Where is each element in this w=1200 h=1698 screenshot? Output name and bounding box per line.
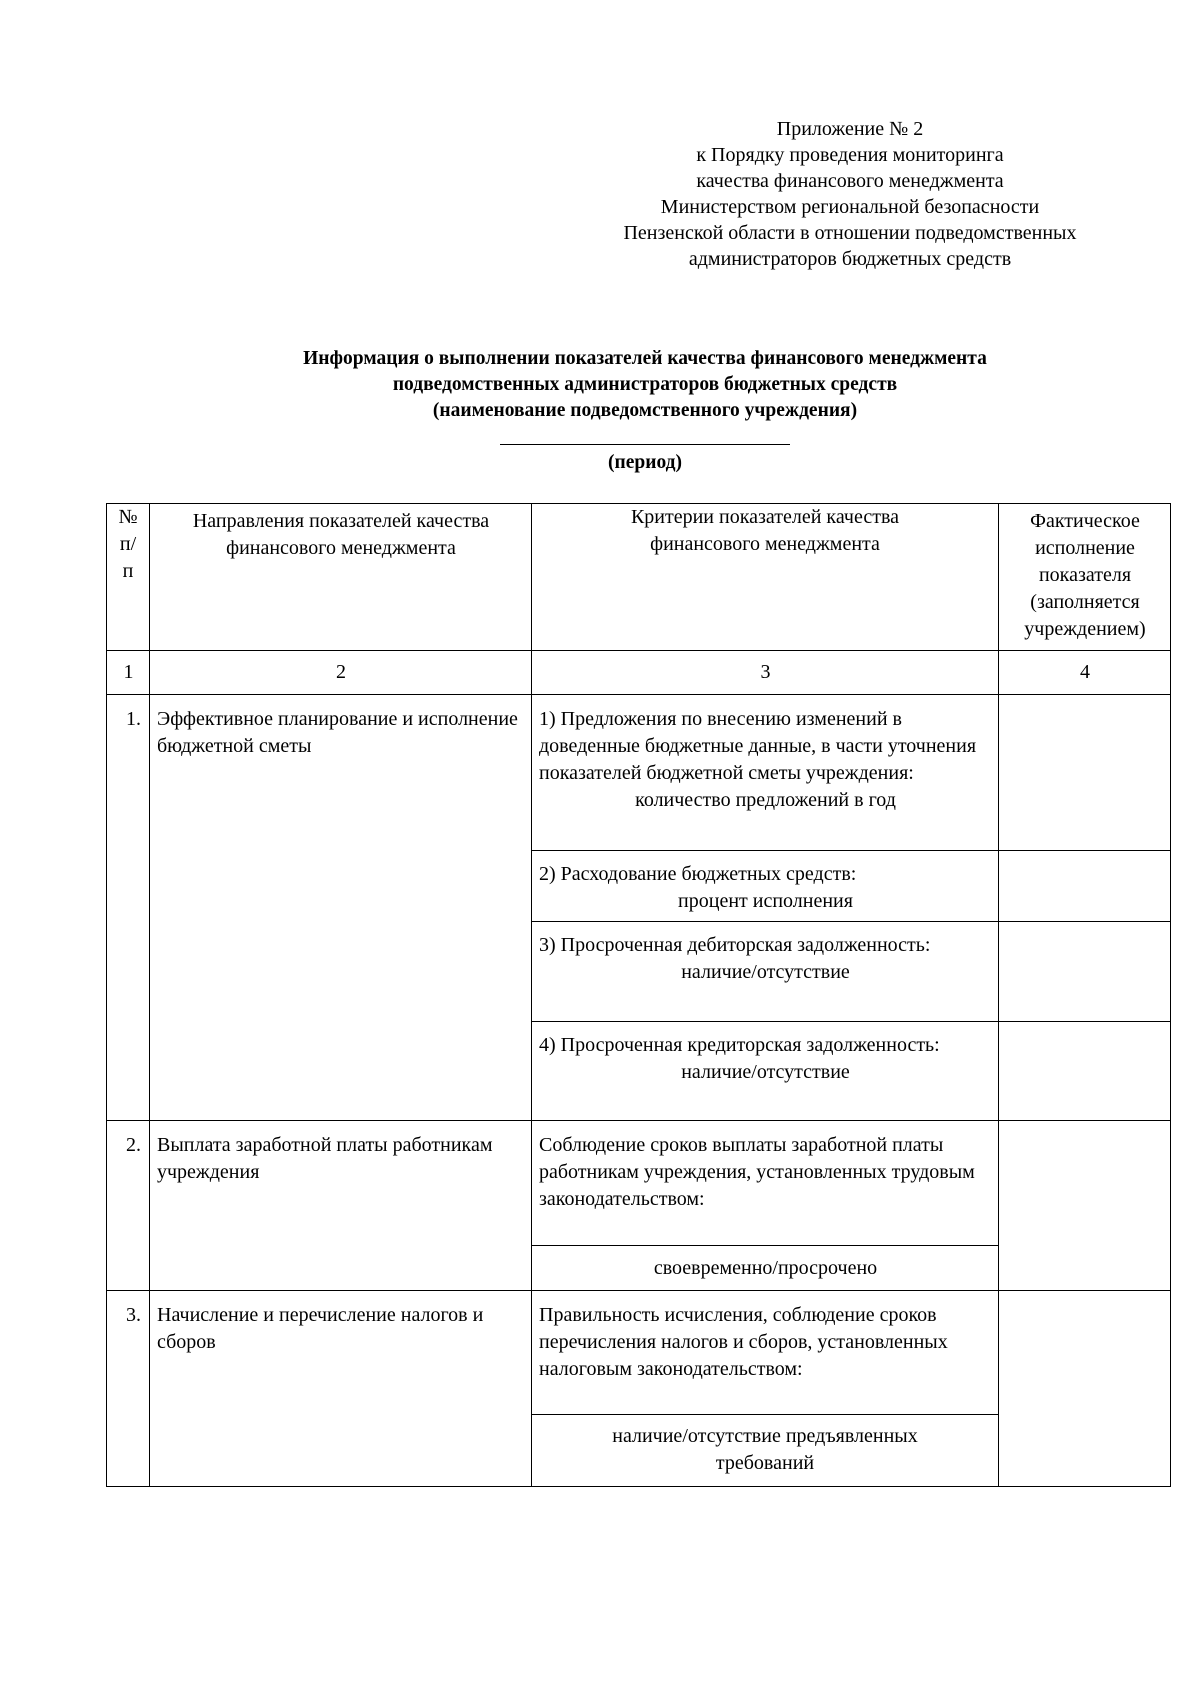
criteria-text: 3) Просроченная дебиторская задолженность: [539,934,931,956]
criteria-text: Правильность исчисления, соблюдение сроков перечисления налогов и сборов, установленных налоговым законодательством: [532,1291,999,1415]
actual-value-cell[interactable] [999,1121,1171,1291]
actual-value-cell[interactable] [999,1022,1171,1121]
appendix-line: Приложение № 2 [776,118,924,140]
appendix-line: администраторов бюджетных средств [688,248,1012,270]
actual-value-cell[interactable] [999,851,1171,922]
table-row [107,1291,1171,1415]
appendix-line: к Порядку проведения мониторинга [696,144,1004,166]
criteria-measure: наличие/отсутствие [681,961,850,983]
row-num: 2. [107,1121,150,1291]
row-direction: Начисление и перечисление налогов и сборов [150,1291,532,1487]
header-actual: Фактическое исполнение показателя (заполняется учреждением) [999,504,1171,651]
actual-value-cell[interactable] [999,922,1171,1022]
criteria-text: 1) Предложения по внесению изменений в доведенные бюджетные данные, в части уточнения показателей бюджетной сметы учреждения: [539,708,977,784]
criteria-measure: количество предложений в год [635,789,896,811]
criteria-measure: своевременно/просрочено [532,1246,999,1291]
actual-value-cell[interactable] [999,1291,1171,1487]
title-line: (наименование подведомственного учреждения) [432,400,858,421]
period-blank-line [500,444,790,445]
col-number: 2 [150,651,532,695]
col-number: 1 [107,651,150,695]
criteria-measure: наличие/отсутствие предъявленных требований [532,1415,999,1487]
criteria-cell [532,695,999,851]
header-criteria: Критерии показателей качества финансового менеджмента [532,504,999,651]
header-num: № п/ п [107,504,150,651]
appendix-line: качества финансового менеджмента [696,170,1004,192]
appendix-line: Министерством региональной безопасности [660,196,1040,218]
criteria-text: Соблюдение сроков выплаты заработной платы работникам учреждения, установленных трудовым законодательством: [532,1121,999,1246]
criteria-text: 2) Расходование бюджетных средств: [539,863,857,885]
indicators-table [106,503,1171,1487]
document-title [0,346,1200,424]
row-direction: Эффективное планирование и исполнение бюджетной сметы [150,695,532,1121]
col-number: 3 [532,651,999,695]
header-directions: Направления показателей качества финансового менеджмента [150,504,532,651]
criteria-measure: наличие/отсутствие [681,1061,850,1083]
criteria-cell [532,922,999,1022]
period-label: (период) [607,452,682,473]
criteria-measure: процент исполнения [678,890,853,912]
title-line: подведомственных администраторов бюджетных средств [392,374,898,395]
title-line: Информация о выполнении показателей качества финансового менеджмента [303,348,987,369]
criteria-cell [532,851,999,922]
criteria-text: 4) Просроченная кредиторская задолженность: [539,1034,940,1056]
appendix-line: Пензенской области в отношении подведомственных [623,222,1077,244]
row-num: 3. [107,1291,150,1487]
table-row [107,1121,1171,1246]
appendix-block [590,116,1110,272]
table-row [107,695,1171,851]
column-number-row [107,651,1171,695]
actual-value-cell[interactable] [999,695,1171,851]
row-num: 1. [107,695,150,1121]
col-number: 4 [999,651,1171,695]
criteria-cell [532,1022,999,1121]
header-row [107,504,1171,651]
row-direction: Выплата заработной платы работникам учреждения [150,1121,532,1291]
